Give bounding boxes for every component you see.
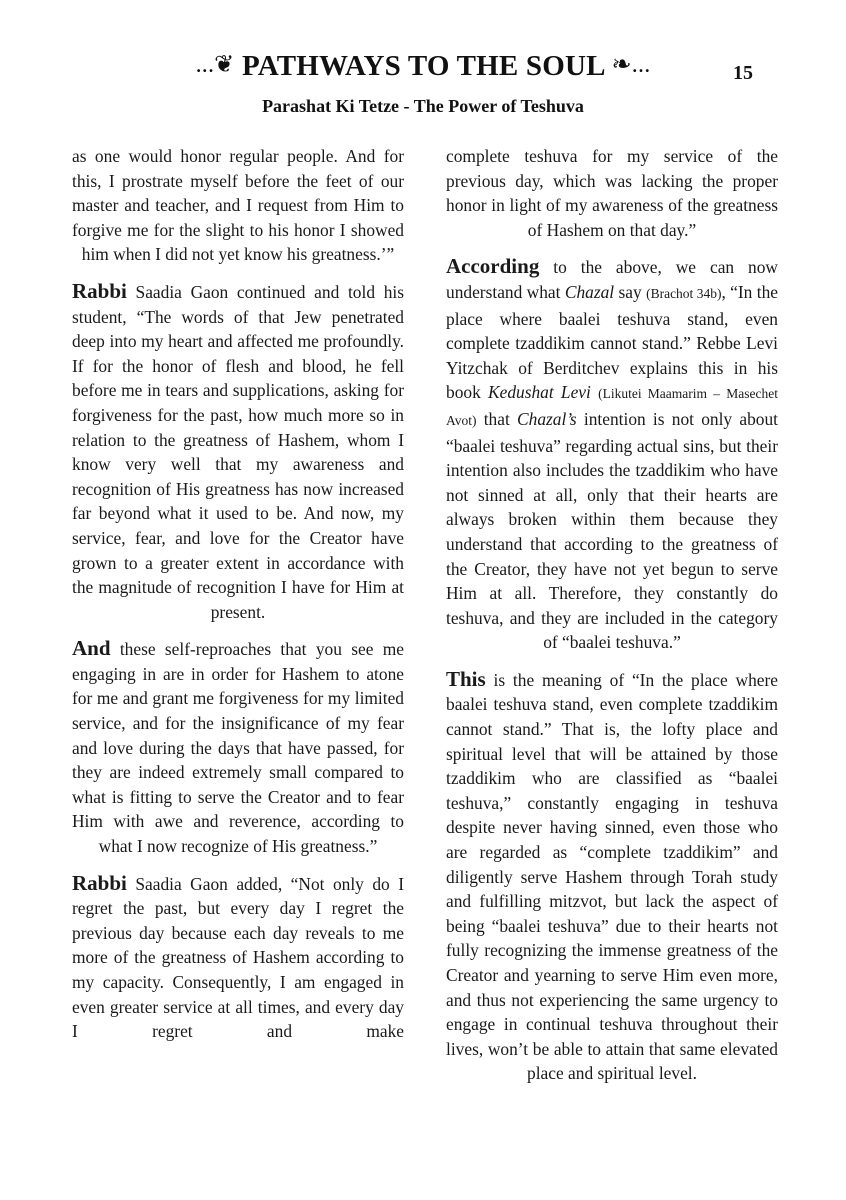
lead-word: This xyxy=(446,666,486,691)
paragraph-text: to the above, we can now understand what xyxy=(446,257,778,302)
paragraph-text: complete teshuva for my service of the previous day, which was lacking the proper honor in light of my awareness of the greatness of Hashem on that day.” xyxy=(446,146,778,240)
italic-term: Kedushat Levi xyxy=(488,382,591,403)
source-citation: (Brachot 34b) xyxy=(646,285,722,301)
running-title xyxy=(130,50,716,83)
paragraph xyxy=(72,871,404,1044)
lead-word: Rabbi xyxy=(72,870,127,895)
paragraph xyxy=(72,636,404,858)
book-title: PATHWAYS TO THE SOUL xyxy=(241,50,605,82)
paragraph xyxy=(446,667,778,1086)
paragraph-text: as one would honor regular people. And for this, I prostrate myself before the feet of our master and teacher, and I request from Him to forgive me for the slight to his honor I showed him when I did not yet know his greatness.’” xyxy=(72,146,404,265)
paragraph xyxy=(446,254,778,655)
paragraph xyxy=(72,144,404,267)
lead-word: According xyxy=(446,254,540,279)
page-number: 15 xyxy=(733,62,753,84)
paragraph-text: that xyxy=(476,408,518,429)
paragraph-text: these self-reproaches that you see me engaging in are in order for Hashem to atone for me and grant me forgiveness for my limited service, and for the insignificance of my fear and love during the days that have passed, for they are indeed extremely small compared to what is fitting to serve the Creator and to fear Him with awe and reverence, according to what I now recognize of His greatness.” xyxy=(72,639,404,857)
paragraph-text: Saadia Gaon continued and told his student, “The words of that Jew penetrated deep into my heart and affected me profoundly. If for the honor of flesh and blood, he fell before me in tears and supplications, asking for forgiveness for the past, how much more so in relation to the greatness of Hashem, whom I know very well that my awareness and recognition of His greatness has now increased far beyond what it used to be. And now, my service, fear, and love for the Creator have grown to a greater extent in accordance with the magnitude of recognition I have for Him at present. xyxy=(72,281,404,622)
right-ornament-icon: ❧... xyxy=(611,52,651,78)
left-ornament-icon: ...❦ xyxy=(195,52,235,78)
paragraph-text: , “In the place where baalei teshuva stand, even complete tzaddikim cannot stand.” Rebbe Levi Yitzchak of Berditchev explains this in his book xyxy=(446,281,778,403)
paragraph-text xyxy=(591,382,598,402)
italic-term: Chazal xyxy=(564,281,615,302)
paragraph xyxy=(72,279,404,624)
paragraph-text: say xyxy=(614,281,647,302)
paragraph-text: Saadia Gaon added, “Not only do I regret the past, but every day I regret the previous day because each day reveals to me more of the greatness of Hashem according to my capacity. Consequently, I am engaged in even greater service at all times, and every day I regret and make xyxy=(72,873,404,1042)
right-column xyxy=(446,144,778,1098)
chapter-subtitle: Parashat Ki Tetze - The Power of Teshuva xyxy=(262,96,584,116)
lead-word: Rabbi xyxy=(72,278,127,303)
paragraph xyxy=(446,144,778,242)
italic-term: Chazal’s xyxy=(517,408,577,429)
running-header xyxy=(0,50,846,90)
paragraph-text: intention is not only about “baalei teshuva” regarding actual sins, but their intention also includes the tzaddikim who have not sinned at all, only that their hearts are always broken within them because they understand that according to the greatness of the Creator, they have not yet begun to serve Him at all. Therefore, they constantly do teshuva, and they are included in the category of “baalei teshuva.” xyxy=(446,408,778,653)
lead-word: And xyxy=(72,636,111,661)
paragraph-text: is the meaning of “In the place where baalei teshuva stand, even complete tzaddikim cannot stand.” That is, the lofty place and spiritual level that will be attained by those tzaddikim who are classified as “baalei teshuva,” constantly engaging in teshuva despite never having sinned, even those who are regarded as “complete tzaddikim” and diligently serve Hashem through Torah study and fulfilling mitzvot, but lack the aspect of being “baalei teshuva” due to their hearts not fully recognizing the immense greatness of the Creator and yearning to serve Him even more, and thus not experiencing the same urgency to engage in continual teshuva throughout their lives, won’t be able to attain that same elevated place and spiritual level. xyxy=(446,669,778,1084)
source-citation: (Likutei Maamarim – Masechet Avot) xyxy=(446,386,778,428)
left-column xyxy=(72,144,404,1056)
